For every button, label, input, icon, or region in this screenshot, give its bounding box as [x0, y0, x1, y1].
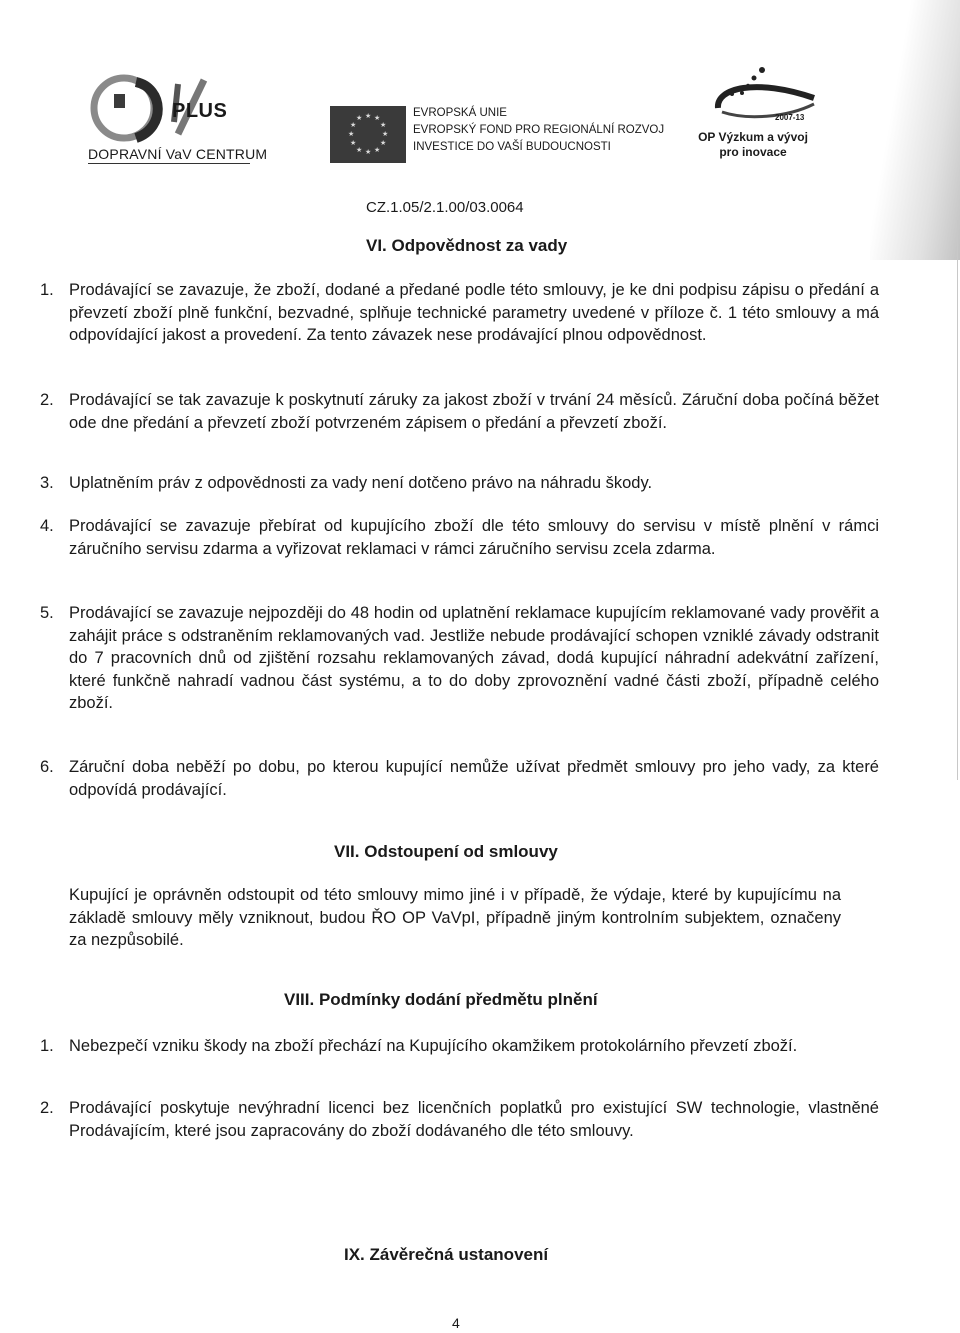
cdv-name: DOPRAVNÍ VaV CENTRUM — [88, 146, 268, 162]
op-vavpi-logo-icon — [696, 60, 836, 130]
eu-line: EVROPSKÝ FOND PRO REGIONÁLNÍ ROZVOJ — [413, 124, 665, 136]
scan-edge-line — [957, 220, 958, 780]
op-text-block — [694, 130, 812, 160]
item-text: Prodávající se zavazuje nejpozději do 48 hodin od uplatnění reklamace kupujícím reklamované vady prověřit a zahájit práce s odstraněním reklamovaných vad. Jestliže nebude prodávající schopen vzniklé závady odstranit do 7 pracovních dnů od zjištění rozsahu reklamovaných závad, dodá kupující náhradní adekvátní zařízení, které funkčně nahradí vadnou část systému, a to do doby zprovoznění vadné části zboží, případně celého zboží. — [69, 604, 879, 712]
item-text: Prodávající poskytuje nevýhradní licenci bez licenčních poplatků pro existující SW technologie, vlastněné Prodávajícím, které jsou zapracovány do zboží dodávaného dle této smlouvy. — [69, 1099, 879, 1140]
section-heading: VII. Odstoupení od smlouvy — [334, 842, 558, 861]
item-text: Prodávající se zavazuje přebírat od kupujícího zboží dle této smlouvy do servisu v místě plnění v rámci záručního servisu zdarma a vyřizovat reklamaci v rámci záručního servisu zcela zdarma. — [69, 517, 879, 558]
item-text: Prodávající se tak zavazuje k poskytnutí záruky za jakost zboží v trvání 24 měsíců. Záruční doba počíná běžet ode dne předání a převzetí zboží potvrzeném zápisem o předání a převzetí zboží. — [69, 391, 879, 432]
eu-text-block — [413, 105, 664, 156]
item-number: 2. — [40, 391, 54, 409]
svg-text:★: ★ — [365, 112, 372, 120]
item-text: Záruční doba neběží po dobu, po kterou kupující nemůže užívat předmět smlouvy pro jeho vady, za které odpovídá prodávající. — [69, 758, 879, 799]
svg-text:★: ★ — [356, 114, 363, 122]
section-heading: VI. Odpovědnost za vady — [366, 236, 568, 255]
scan-artifact — [870, 0, 960, 260]
op-line: pro inovace — [719, 145, 787, 159]
section-paragraph: Kupující je oprávněn odstoupit od této smlouvy mimo jiné i v případě, že výdaje, které by kupujícímu na základě smlouvy měly vzniknout, budou ŘO OP VaVpI, případně jiným kontrolním subjektem, označeny za nezpůsobilé. — [69, 886, 841, 949]
svg-text:★: ★ — [374, 114, 381, 122]
eu-line: EVROPSKÁ UNIE — [413, 107, 507, 119]
item-text: Uplatněním práv z odpovědnosti za vady není dotčeno právo na náhradu škody. — [69, 474, 653, 492]
svg-text:★: ★ — [348, 130, 355, 138]
item-number: 5. — [40, 604, 54, 622]
item-text: Nebezpečí vzniku škody na zboží přechází na Kupujícího okamžikem protokolárního převzetí zboží. — [69, 1037, 798, 1055]
item-number: 2. — [40, 1099, 54, 1117]
item-text: Prodávající se zavazuje, že zboží, dodané a předané podle této smlouvy, je ke dni podpisu zápisu o předání a převzetí zboží plně funkční, bezvadné, splňuje technické parametry uvedené v příloze č. 1 této smlouvy a má odpovídající jakost a provedení. Za tento závazek nese prodávající plnou odpovědnost. — [69, 281, 879, 344]
op-line: OP Výzkum a vývoj — [698, 130, 808, 144]
item-number: 6. — [40, 758, 54, 776]
section-heading: IX. Závěrečná ustanovení — [344, 1245, 549, 1264]
item-number: 4. — [40, 517, 54, 535]
eu-flag-icon — [330, 106, 406, 163]
item-number: 1. — [40, 281, 54, 299]
item-number: 3. — [40, 474, 54, 492]
cdv-underline — [88, 163, 250, 164]
item-number: 1. — [40, 1037, 54, 1055]
page-number: 4 — [452, 1315, 460, 1331]
svg-text:★: ★ — [356, 146, 363, 154]
svg-text:★: ★ — [365, 148, 372, 156]
svg-text:★: ★ — [350, 139, 357, 147]
svg-text:★: ★ — [350, 121, 357, 129]
section-heading: VIII. Podmínky dodání předmětu plnění — [284, 990, 598, 1009]
svg-text:★: ★ — [380, 121, 387, 129]
op-years: 2007-13 — [775, 113, 805, 122]
eu-line: INVESTICE DO VAŠÍ BUDOUCNOSTI — [413, 141, 611, 153]
cdv-plus-label: PLUS — [172, 100, 228, 122]
svg-text:★: ★ — [380, 139, 387, 147]
svg-text:★: ★ — [382, 130, 389, 138]
project-code: CZ.1.05/2.1.00/03.0064 — [366, 199, 524, 216]
svg-text:★: ★ — [374, 146, 381, 154]
